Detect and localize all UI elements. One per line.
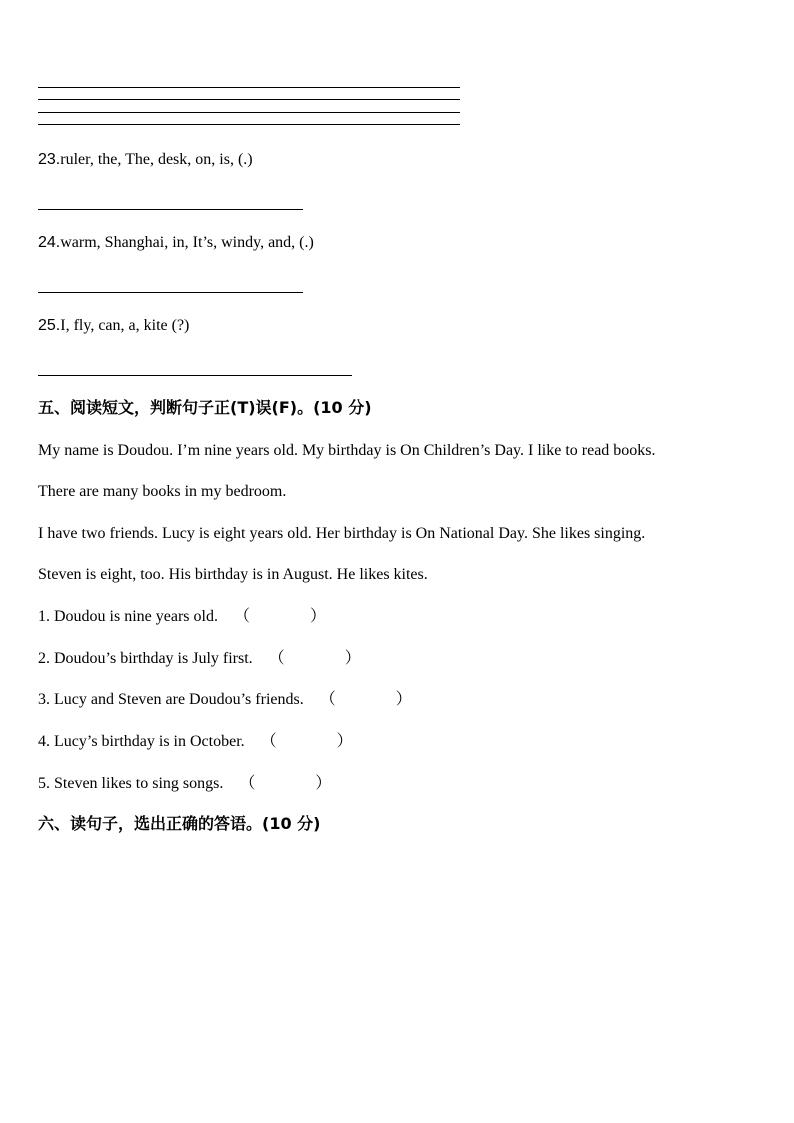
writing-line (38, 99, 460, 100)
heading-text-end: 分) (291, 814, 321, 833)
writing-line (38, 87, 460, 88)
answer-close-paren: ） (395, 691, 412, 708)
statement-4 (38, 732, 353, 752)
answer-line (38, 375, 352, 376)
answer-open-paren: （ (319, 691, 336, 708)
statement-text: 1. Doudou is nine years old. (38, 608, 218, 625)
heading-text-end: 分) (342, 398, 372, 417)
statement-2 (38, 649, 361, 669)
answer-close-paren: ） (336, 733, 353, 750)
statement-text: 2. Doudou’s birthday is July first. (38, 650, 253, 667)
answer-close-paren: ） (310, 608, 327, 625)
heading-text: 五、阅读短文，判断句子正(T)误(F)。( (38, 398, 321, 417)
heading-score: 10 (320, 398, 343, 417)
statement-3 (38, 690, 412, 710)
writing-line (38, 112, 460, 113)
section-6-heading (38, 814, 320, 834)
statement-5 (38, 774, 331, 794)
answer-open-paren: （ (260, 733, 277, 750)
passage-line: Steven is eight, too. His birthday is in August. He likes kites. (38, 566, 428, 583)
answer-line (38, 292, 303, 293)
answer-open-paren: （ (233, 608, 250, 625)
heading-text: 六、读句子，选出正确的答语。( (38, 814, 270, 833)
passage-line: My name is Doudou. I’m nine years old. My birthday is On Children’s Day. I like to read books. (38, 442, 656, 459)
statement-text: 4. Lucy’s birthday is in October. (38, 733, 245, 750)
heading-score: 10 (269, 814, 292, 833)
passage-line: There are many books in my bedroom. (38, 483, 287, 500)
answer-close-paren: ） (344, 650, 361, 667)
question-text: I, fly, can, a, kite (?) (60, 317, 190, 334)
statement-1 (38, 607, 326, 627)
section-5-heading (38, 398, 372, 418)
question-number: 25. (38, 317, 61, 334)
answer-close-paren: ） (315, 775, 332, 792)
question-number: 23. (38, 151, 61, 168)
question-text: warm, Shanghai, in, It’s, windy, and, (.) (60, 234, 314, 251)
statement-text: 5. Steven likes to sing songs. (38, 775, 224, 792)
answer-open-paren: （ (268, 650, 285, 667)
writing-line (38, 124, 460, 125)
question-number: 24. (38, 234, 61, 251)
statement-text: 3. Lucy and Steven are Doudou’s friends. (38, 691, 304, 708)
question-23 (38, 150, 253, 170)
answer-line (38, 209, 303, 210)
question-text: ruler, the, The, desk, on, is, (.) (60, 151, 253, 168)
answer-open-paren: （ (239, 775, 256, 792)
question-24 (38, 233, 314, 253)
passage-line: I have two friends. Lucy is eight years old. Her birthday is On National Day. She likes singing. (38, 525, 646, 542)
question-25 (38, 316, 189, 336)
